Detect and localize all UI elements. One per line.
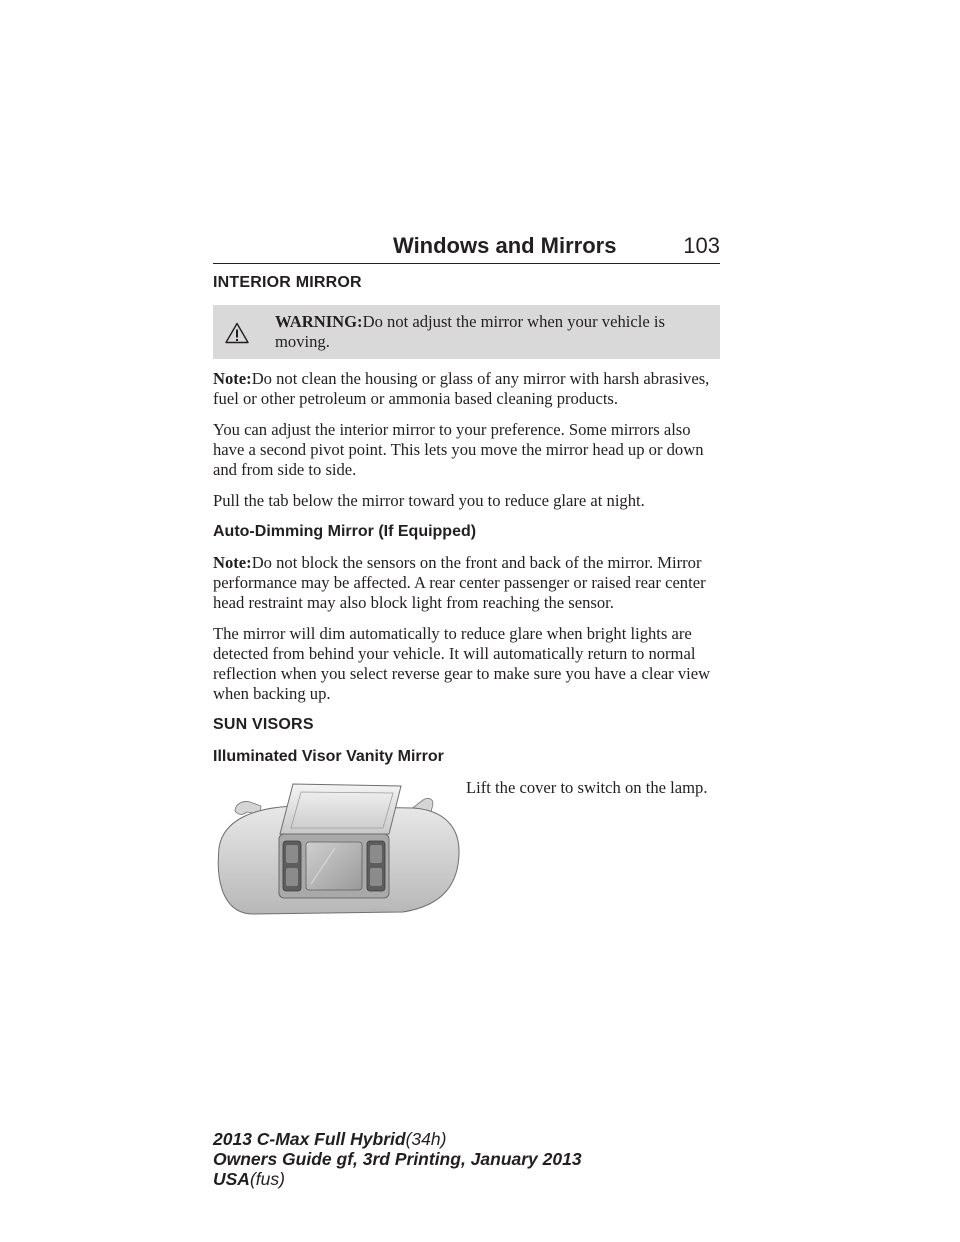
page-content	[213, 268, 720, 928]
auto-dimming-note-body: Do not block the sensors on the front and back of the mirror. Mirror performance may be affected. A rear center passenger or raised rear center head restraint may also block light from reaching the sensor.	[213, 553, 706, 612]
auto-dimming-note-paragraph	[213, 553, 720, 613]
warning-body: Do not adjust the mirror when your vehicle is moving.	[275, 312, 665, 351]
warning-triangle-icon	[225, 322, 249, 344]
visor-section	[213, 778, 720, 928]
footer-line-1	[213, 1129, 582, 1149]
adjust-paragraph: You can adjust the interior mirror to your preference. Some mirrors also have a second pivot point. This lets you move the mirror head up or down and from side to side.	[213, 420, 704, 479]
footer-model: 2013 C-Max Full Hybrid	[213, 1129, 406, 1149]
warning-label: WARNING:	[275, 312, 363, 331]
vanity-mirror-heading: Illuminated Visor Vanity Mirror	[213, 748, 444, 765]
page-footer	[213, 1129, 582, 1189]
auto-dimming-note-label: Note:	[213, 553, 252, 572]
sun-visor-illustration	[213, 778, 461, 918]
note-body: Do not clean the housing or glass of any mirror with harsh abrasives, fuel or other petroleum or ammonia based cleaning products.	[213, 369, 710, 408]
tab-paragraph: Pull the tab below the mirror toward you to reduce glare at night.	[213, 491, 645, 510]
auto-dimming-paragraph: The mirror will dim automatically to reduce glare when bright lights are detected from behind your vehicle. It will automatically return to normal reflection when you select reverse gear to make sure you have a clear view when backing up.	[213, 624, 711, 703]
footer-model-code: (34h)	[405, 1129, 447, 1149]
footer-guide-info: Owners Guide gf, 3rd Printing, January 2013	[213, 1149, 582, 1169]
auto-dimming-heading: Auto-Dimming Mirror (If Equipped)	[213, 523, 477, 540]
page-header	[213, 225, 720, 264]
footer-market: USA	[213, 1169, 250, 1189]
sun-visors-heading: SUN VISORS	[213, 716, 314, 733]
warning-text	[275, 312, 706, 352]
footer-market-code: (fus)	[249, 1169, 285, 1189]
note-paragraph	[213, 369, 720, 409]
footer-line-2	[213, 1149, 582, 1169]
note-label: Note:	[213, 369, 252, 388]
warning-box	[213, 305, 720, 359]
interior-mirror-heading: INTERIOR MIRROR	[213, 274, 362, 291]
section-title: Windows and Mirrors	[393, 233, 617, 258]
page-number: 103	[683, 233, 720, 258]
visor-caption: Lift the cover to switch on the lamp.	[466, 778, 708, 797]
footer-line-3	[213, 1169, 582, 1189]
